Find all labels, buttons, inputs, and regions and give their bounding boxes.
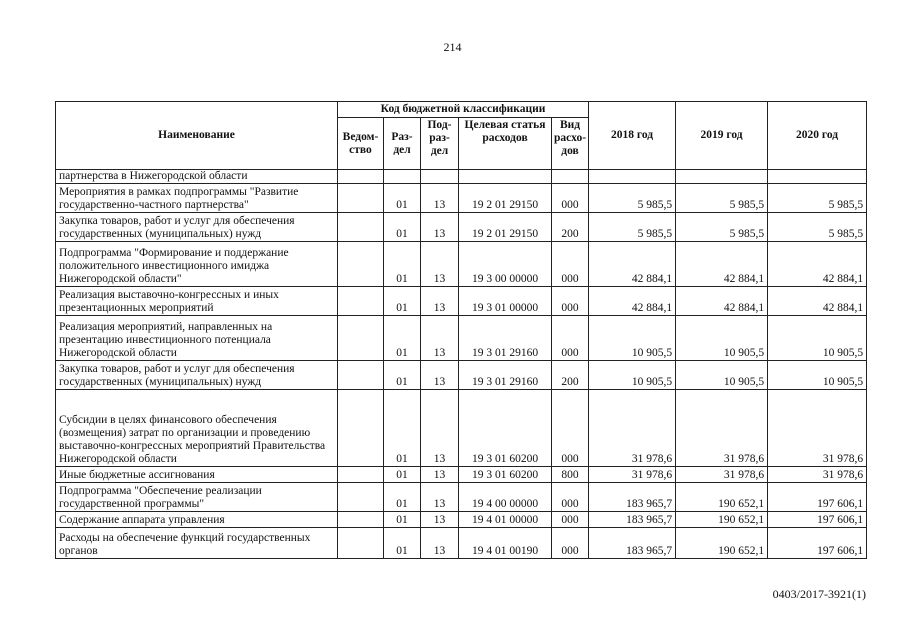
row-podrazdel: 13 [421,213,459,242]
row-podrazdel: 13 [421,467,459,483]
row-amount-2018: 5 985,5 [589,184,676,213]
row-amount-2020: 5 985,5 [768,184,867,213]
row-name: Иные бюджетные ассигнования [56,467,338,483]
table-row [56,528,867,559]
row-amount-2019: 190 652,1 [676,512,768,528]
row-razdel: 01 [384,528,421,559]
row-name: Субсидии в целях финансового обеспечения (возмещения) затрат по организации и проведению выставочно-конгрессных мероприятий Правительства Нижегородской области [56,390,338,467]
row-amount-2019: 10 905,5 [676,361,768,390]
row-vedomstvo [338,467,384,483]
row-amount-2018: 10 905,5 [589,316,676,361]
row-vedomstvo [338,213,384,242]
row-amount-2020: 197 606,1 [768,528,867,559]
row-name: Мероприятия в рамках подпрограммы "Развитие государственно-частного партнерства" [56,184,338,213]
row-podrazdel: 13 [421,287,459,316]
row-vid-raskhodov: 000 [552,316,589,361]
table-row [56,361,867,390]
row-amount-2018: 5 985,5 [589,213,676,242]
row-amount-2018: 31 978,6 [589,467,676,483]
row-vid-raskhodov: 000 [552,528,589,559]
row-razdel: 01 [384,390,421,467]
row-razdel: 01 [384,361,421,390]
col-header-tselevaya-statya: Целевая статья расходов [459,118,552,170]
row-name: Подпрограмма "Обеспечение реализации государственной программы" [56,483,338,512]
row-amount-2020: 197 606,1 [768,512,867,528]
table-row [56,316,867,361]
row-amount-2020: 31 978,6 [768,467,867,483]
row-tselevaya-statya: 19 4 00 00000 [459,483,552,512]
row-vid-raskhodov: 000 [552,483,589,512]
row-amount-2020 [768,170,867,184]
col-header-2020: 2020 год [768,102,867,170]
row-razdel: 01 [384,467,421,483]
row-name: Реализация выставочно-конгрессных и иных презентационных мероприятий [56,287,338,316]
row-vedomstvo [338,170,384,184]
row-amount-2019: 42 884,1 [676,242,768,287]
col-header-code-group: Код бюджетной классификации [338,102,589,118]
row-tselevaya-statya: 19 3 01 29160 [459,316,552,361]
row-razdel: 01 [384,184,421,213]
row-amount-2018: 183 965,7 [589,528,676,559]
row-tselevaya-statya: 19 3 01 60200 [459,467,552,483]
row-amount-2019: 31 978,6 [676,467,768,483]
row-tselevaya-statya: 19 3 01 29160 [459,361,552,390]
row-vedomstvo [338,528,384,559]
row-amount-2019: 5 985,5 [676,213,768,242]
row-tselevaya-statya: 19 4 01 00190 [459,528,552,559]
row-podrazdel: 13 [421,242,459,287]
col-header-2018: 2018 год [589,102,676,170]
row-amount-2019: 190 652,1 [676,528,768,559]
row-amount-2018: 183 965,7 [589,512,676,528]
row-razdel: 01 [384,316,421,361]
row-vedomstvo [338,184,384,213]
row-vid-raskhodov: 000 [552,512,589,528]
row-amount-2018: 42 884,1 [589,242,676,287]
row-amount-2020: 42 884,1 [768,242,867,287]
table-row [56,213,867,242]
col-header-podrazdel: Под-раз-дел [421,118,459,170]
row-amount-2020: 10 905,5 [768,316,867,361]
row-podrazdel [421,170,459,184]
row-vedomstvo [338,390,384,467]
row-amount-2019 [676,170,768,184]
row-amount-2020: 31 978,6 [768,390,867,467]
row-vedomstvo [338,361,384,390]
row-podrazdel: 13 [421,528,459,559]
row-razdel: 01 [384,512,421,528]
row-amount-2018: 10 905,5 [589,361,676,390]
row-podrazdel: 13 [421,483,459,512]
row-amount-2019: 31 978,6 [676,390,768,467]
table-row [56,512,867,528]
row-name: партнерства в Нижегородской области [56,170,338,184]
row-vid-raskhodov: 800 [552,467,589,483]
row-name: Закупка товаров, работ и услуг для обеспечения государственных (муниципальных) нужд [56,361,338,390]
row-amount-2020: 10 905,5 [768,361,867,390]
col-header-vedomstvo: Ведом-ство [338,118,384,170]
row-razdel: 01 [384,213,421,242]
row-amount-2019: 190 652,1 [676,483,768,512]
row-razdel: 01 [384,287,421,316]
row-vedomstvo [338,483,384,512]
document-code: 0403/2017-3921(1) [772,587,866,601]
row-amount-2020: 5 985,5 [768,213,867,242]
row-vid-raskhodov: 200 [552,213,589,242]
row-vid-raskhodov: 200 [552,361,589,390]
row-vid-raskhodov: 000 [552,287,589,316]
row-amount-2018 [589,170,676,184]
row-amount-2019: 10 905,5 [676,316,768,361]
table-row [56,184,867,213]
budget-table [55,101,867,559]
row-razdel: 01 [384,242,421,287]
row-name: Закупка товаров, работ и услуг для обеспечения государственных (муниципальных) нужд [56,213,338,242]
row-razdel: 01 [384,483,421,512]
row-amount-2020: 197 606,1 [768,483,867,512]
row-name: Содержание аппарата управления [56,512,338,528]
row-name: Реализация мероприятий, направленных на презентацию инвестиционного потенциала Нижегородской области [56,316,338,361]
row-vid-raskhodov: 000 [552,242,589,287]
table-row [56,483,867,512]
table-row [56,287,867,316]
col-header-2019: 2019 год [676,102,768,170]
row-amount-2018: 183 965,7 [589,483,676,512]
row-vid-raskhodov: 000 [552,184,589,213]
table-row [56,170,867,184]
row-vedomstvo [338,287,384,316]
row-podrazdel: 13 [421,512,459,528]
row-podrazdel: 13 [421,361,459,390]
col-header-vid-raskhodov: Вид расхо-дов [552,118,589,170]
row-name: Подпрограмма "Формирование и поддержание положительного инвестиционного имиджа Нижегородской области" [56,242,338,287]
row-vid-raskhodov [552,170,589,184]
row-amount-2019: 5 985,5 [676,184,768,213]
row-podrazdel: 13 [421,316,459,361]
col-header-name: Наименование [56,102,338,170]
row-name: Расходы на обеспечение функций государственных органов [56,528,338,559]
row-vedomstvo [338,512,384,528]
row-tselevaya-statya: 19 3 00 00000 [459,242,552,287]
row-tselevaya-statya: 19 3 01 60200 [459,390,552,467]
col-header-razdel: Раз-дел [384,118,421,170]
row-tselevaya-statya [459,170,552,184]
row-razdel [384,170,421,184]
row-vedomstvo [338,316,384,361]
row-amount-2019: 42 884,1 [676,287,768,316]
row-tselevaya-statya: 19 4 01 00000 [459,512,552,528]
table-row [56,242,867,287]
page-number: 214 [443,40,462,54]
row-podrazdel: 13 [421,184,459,213]
row-podrazdel: 13 [421,390,459,467]
row-amount-2018: 42 884,1 [589,287,676,316]
row-tselevaya-statya: 19 2 01 29150 [459,213,552,242]
table-row [56,467,867,483]
row-tselevaya-statya: 19 3 01 00000 [459,287,552,316]
row-tselevaya-statya: 19 2 01 29150 [459,184,552,213]
row-amount-2020: 42 884,1 [768,287,867,316]
row-vid-raskhodov: 000 [552,390,589,467]
row-amount-2018: 31 978,6 [589,390,676,467]
table-row [56,390,867,467]
row-vedomstvo [338,242,384,287]
